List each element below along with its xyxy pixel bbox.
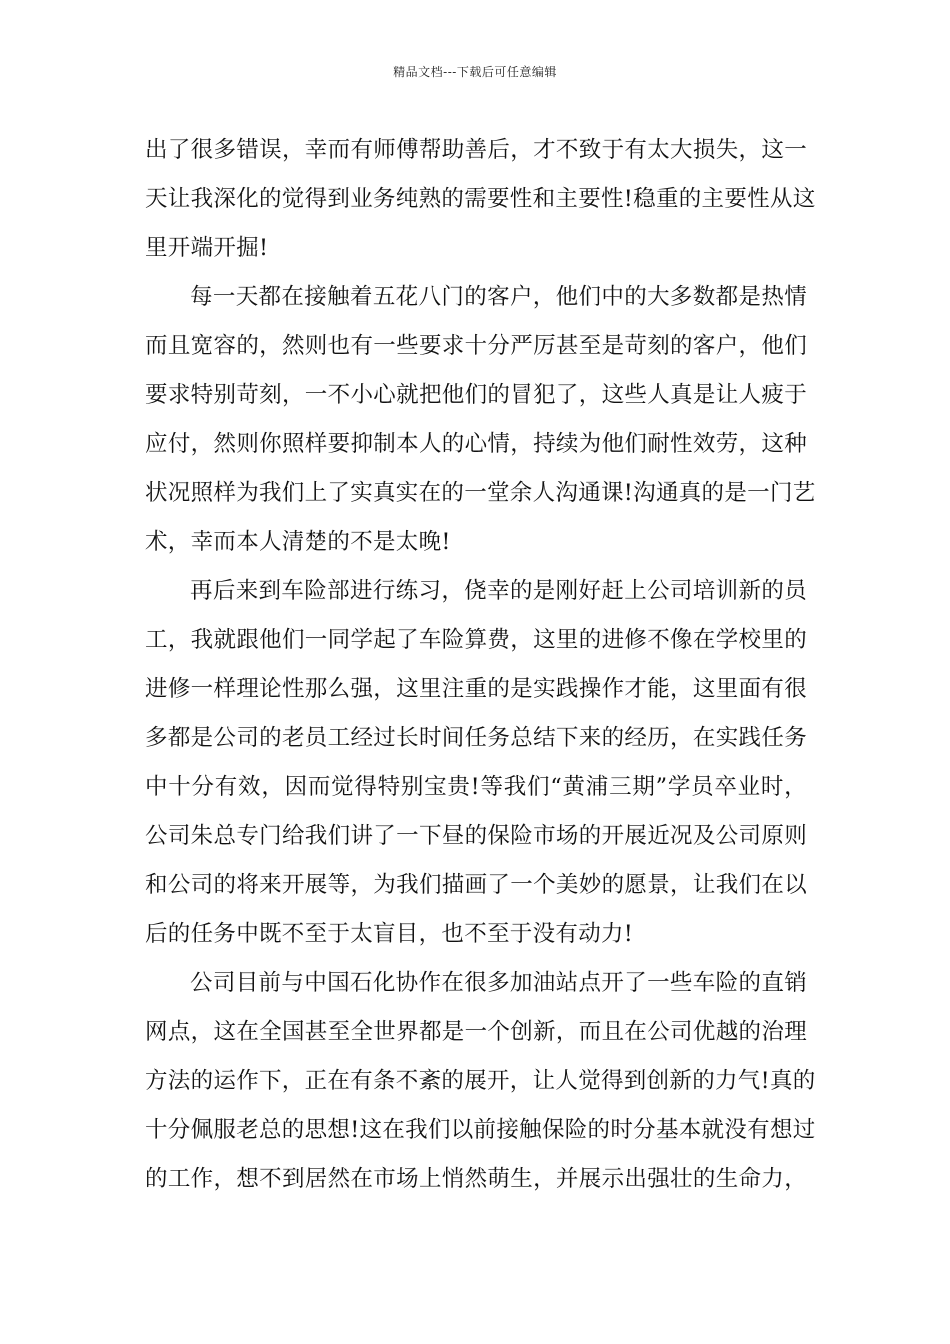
text-line: 要求特别苛刻，一不小心就把他们的冒犯了，这些人真是让人疲于 [145, 382, 807, 408]
text-line: 应付，然则你照样要抑制本人的心情，持续为他们耐性效劳，这种 [145, 431, 807, 457]
text-line: 天让我深化的觉得到业务纯熟的需要性和主要性!稳重的主要性从这 [145, 186, 816, 212]
text-line: 后的任务中既不至于太盲目，也不至于没有动力! [145, 921, 634, 947]
paragraph [145, 273, 816, 567]
text-line: 再后来到车险部进行练习，侥幸的是刚好赶上公司培训新的员 [190, 578, 807, 604]
page-header: 精品文档---下载后可任意编辑 [393, 65, 557, 79]
text-line: 的工作，想不到居然在市场上悄然萌生，并展示出强壮的生命力， [145, 1166, 807, 1192]
paragraph [145, 567, 807, 959]
text-line: 方法的运作下，正在有条不紊的展开，让人觉得到创新的力气!真的 [145, 1068, 816, 1094]
text-line: 十分佩服老总的思想!这在我们以前接触保险的时分基本就没有想过 [145, 1117, 816, 1143]
paragraph [145, 959, 816, 1204]
text-line: 而且宽容的，然则也有一些要求十分严厉甚至是苛刻的客户，他们 [145, 333, 807, 359]
text-line: 公司目前与中国石化协作在很多加油站点开了一些车险的直销 [190, 970, 807, 996]
paragraph [145, 126, 816, 273]
text-line: 和公司的将来开展等，为我们描画了一个美妙的愿景，让我们在以 [145, 872, 807, 898]
text-line: 公司朱总专门给我们讲了一下昼的保险市场的开展近况及公司原则 [145, 823, 807, 849]
text-line: 网点，这在全国甚至全世界都是一个创新，而且在公司优越的治理 [145, 1019, 807, 1045]
text-line: 状况照样为我们上了实真实在的一堂余人沟通课!沟通真的是一门艺 [145, 480, 816, 506]
text-line: 多都是公司的老员工经过长时间任务总结下来的经历，在实践任务 [145, 725, 807, 751]
text-line: 工，我就跟他们一同学起了车险算费，这里的进修不像在学校里的 [145, 627, 807, 653]
document-body [145, 126, 816, 1204]
text-line: 中十分有效，因而觉得特别宝贵!等我们“黄浦三期”学员卒业时， [145, 774, 807, 800]
text-line: 出了很多错误，幸而有师傅帮助善后，才不致于有太大损失，这一 [145, 137, 807, 163]
text-line: 术，幸而本人清楚的不是太晚! [145, 529, 451, 555]
text-line: 进修一样理论性那么强，这里注重的是实践操作才能，这里面有很 [145, 676, 807, 702]
text-line: 里开端开掘! [145, 235, 269, 261]
text-line: 每一天都在接触着五花八门的客户，他们中的大多数都是热情 [190, 284, 807, 310]
